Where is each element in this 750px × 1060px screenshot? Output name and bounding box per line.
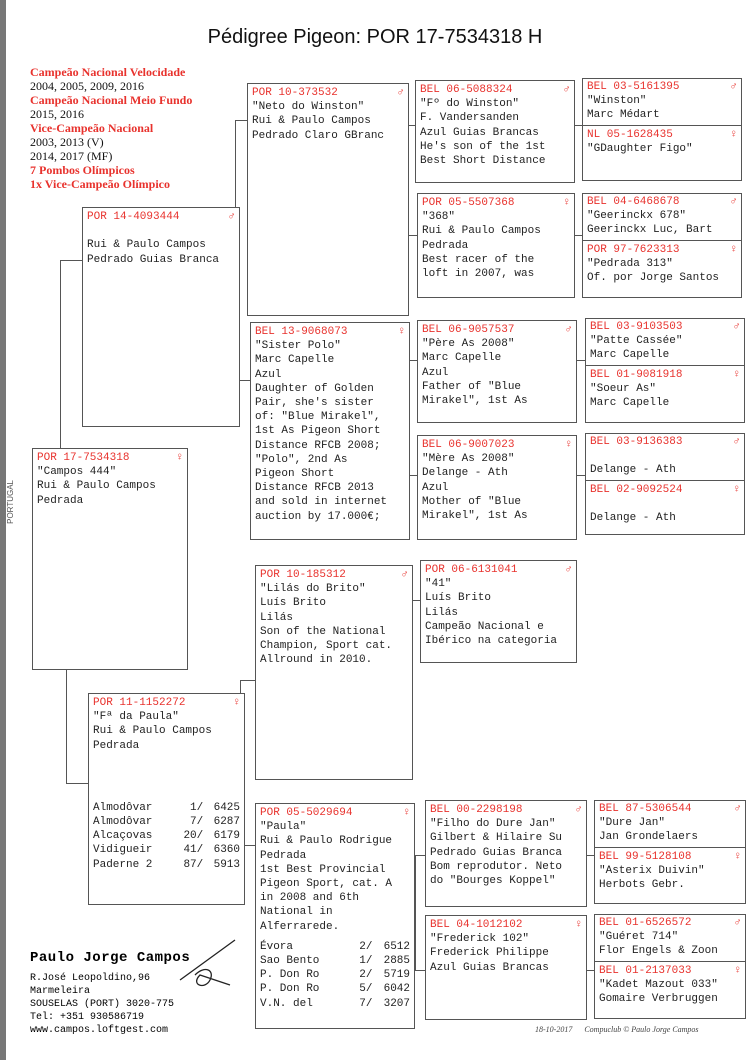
race-count: 6042 <box>383 983 410 996</box>
pair-divider <box>583 125 741 126</box>
dd-dam-card <box>425 915 587 1020</box>
sex-symbol: ♀ <box>730 243 737 256</box>
gg-pigeon <box>590 320 740 363</box>
gg-pigeon <box>590 368 740 411</box>
ss-dam-card <box>417 193 575 298</box>
ring-number: POR 05-5507368 <box>422 197 515 209</box>
pigeon-info-line: Rui & Paulo Campos <box>422 225 541 238</box>
achievement-line: 2004, 2005, 2009, 2016 <box>30 79 144 93</box>
pigeon-info-line: Marc Capelle <box>590 397 670 410</box>
ring-row <box>590 368 740 382</box>
pigeon-info-line: Luís Brito <box>260 597 327 610</box>
race-count: 5913 <box>213 858 240 871</box>
ring-number: BEL 06-9007023 <box>422 439 515 451</box>
sex-symbol: ♂ <box>565 324 572 336</box>
pigeon-info-line: Azul Guias Brancas <box>430 961 549 974</box>
gg-pair-card-3 <box>585 318 745 423</box>
race-place: 5/ <box>359 983 373 996</box>
pigeon-info-line: Distance RFCB 2013 <box>255 482 374 495</box>
pair-divider <box>586 480 744 481</box>
ring-row <box>590 435 740 449</box>
pigeon-info-line: Pigeon Short <box>255 468 335 481</box>
sex-symbol: ♂ <box>734 917 741 929</box>
pigeon-info-line: Azul <box>422 366 449 379</box>
gg-pigeon <box>599 916 741 959</box>
pigeon-info-line: Luís Brito <box>425 592 492 605</box>
pigeon-info-line: Best Short Distance <box>420 155 546 168</box>
pigeon-info-line: "Lilás do Brito" <box>260 583 366 596</box>
ring-row <box>420 83 570 97</box>
pigeon-info-line: "Pedrada 313" <box>587 257 673 270</box>
ring-number: POR 06-6131041 <box>425 564 518 576</box>
gg-pair-card-4 <box>585 433 745 535</box>
pigeon-info-line: "Sister Polo" <box>255 340 341 353</box>
ring-row <box>587 80 737 94</box>
pigeon-info-line: "Campos 444" <box>37 466 117 479</box>
pigeon-info-line: Lilás <box>260 611 294 624</box>
result-row <box>260 982 410 996</box>
ring-number: BEL 01-6526572 <box>599 917 692 929</box>
pigeon-info-line: Best racer of the <box>422 253 535 266</box>
owner-name: Paulo Jorge Campos <box>30 950 191 966</box>
pigeon-info-line: Delange - Ath <box>590 512 676 525</box>
achievement-line: Campeão Nacional Velocidade <box>30 65 186 79</box>
sd-sire-card <box>417 320 577 423</box>
result-row <box>93 801 240 815</box>
pigeon-info-line: Rui & Paulo Campos <box>252 115 371 128</box>
owner-address-line: SOUSELAS (PORT) 3020-775 <box>30 999 175 1010</box>
pigeon-info-line: "Geerinckx 678" <box>587 210 687 223</box>
achievement-line: 2015, 2016 <box>30 107 84 121</box>
ring-row <box>422 438 572 452</box>
pigeon-info-line: Son of the National <box>260 625 386 638</box>
sex-symbol: ♀ <box>734 850 741 863</box>
gg-pigeon <box>587 80 737 123</box>
result-row <box>260 940 410 954</box>
sd-dam-card <box>417 435 577 540</box>
ring-row <box>430 803 582 817</box>
result-row <box>260 997 410 1011</box>
pigeon-info-line: Ibérico na categoria <box>425 635 558 648</box>
pigeon-info-line: "Kadet Mazout 033" <box>599 978 718 991</box>
pigeon-info-line: Delange - Ath <box>422 467 508 480</box>
ring-row <box>260 568 408 582</box>
ring-row <box>599 802 741 816</box>
result-row <box>260 968 410 982</box>
pigeon-info-line: "Neto do Winston" <box>252 101 365 114</box>
dam-card <box>88 693 245 905</box>
race-place: 1/ <box>359 955 373 968</box>
pigeon-info-line: "Patte Cassée" <box>590 335 683 348</box>
gg-pigeon <box>599 850 741 893</box>
ring-row <box>599 964 741 978</box>
pigeon-info-line: loft in 2007, was <box>422 268 535 281</box>
ring-row <box>255 325 405 339</box>
pigeon-info-line: Pedrado Claro GBranc <box>252 129 385 142</box>
ring-number: POR 97-7623313 <box>587 243 680 256</box>
dam-dam-card <box>255 803 415 1029</box>
pigeon-info-line: Pair, she's sister <box>255 397 374 410</box>
pigeon-info-line: National in <box>260 906 333 919</box>
race-name: Paderne 2 <box>93 858 153 871</box>
pigeon-info-line <box>590 449 740 463</box>
footer-credit: Compuclub © Paulo Jorge Campos <box>584 1025 699 1034</box>
race-count: 3207 <box>383 997 410 1010</box>
achievement-line: Campeão Nacional Meio Fundo <box>30 93 193 107</box>
race-name: P. Don Ro <box>260 969 320 982</box>
pigeon-info-line: Pedrada <box>37 494 84 507</box>
pigeon-info-line: Rui & Paulo Campos <box>93 725 212 738</box>
pigeon-info-line: Allround in 2010. <box>260 654 373 667</box>
gg-pigeon <box>587 128 737 156</box>
ring-number: POR 14-4093444 <box>87 211 180 223</box>
pigeon-info-line: do "Bourges Koppel" <box>430 875 556 888</box>
owner-address-line: www.campos.loftgest.com <box>30 1025 169 1036</box>
pigeon-info-line: "Guéret 714" <box>599 931 679 944</box>
ring-number: BEL 06-9057537 <box>422 324 515 336</box>
pigeon-info-line: Marc Capelle <box>422 352 502 365</box>
pigeon-info-line: Marc Capelle <box>590 349 670 362</box>
pigeon-info-line: "Paula" <box>260 821 307 834</box>
ring-number: BEL 04-6468678 <box>587 196 680 208</box>
race-count: 5719 <box>383 969 410 982</box>
pigeon-info-line: He's son of the 1st <box>420 140 546 153</box>
sex-symbol: ♀ <box>565 439 572 451</box>
sex-symbol: ♂ <box>401 569 408 581</box>
pigeon-info-line: "Asterix Duivin" <box>599 864 705 877</box>
pigeon-info-line: Pedrada <box>422 239 469 252</box>
scan-edge <box>0 0 6 1060</box>
pigeon-info-line: "368" <box>422 211 456 224</box>
pigeon-info-line: 1st Best Provincial <box>260 863 386 876</box>
ring-number: BEL 13-9068073 <box>255 326 348 338</box>
sex-symbol: ♀ <box>733 368 740 381</box>
race-place: 41/ <box>183 844 204 857</box>
race-place: 20/ <box>183 830 204 843</box>
pigeon-info-line: Pedrado Guias Branca <box>87 253 220 266</box>
sex-symbol: ♂ <box>733 436 740 448</box>
pigeon-info-line: Of. por Jorge Santos <box>587 272 720 285</box>
sex-symbol: ♂ <box>730 81 737 93</box>
ring-row <box>260 806 410 820</box>
pigeon-info-line: "Mère As 2008" <box>422 453 515 466</box>
race-place: 87/ <box>183 858 204 871</box>
side-mark: PORTUGAL <box>6 480 15 524</box>
ring-row <box>590 483 740 497</box>
sire-card <box>82 207 240 427</box>
ring-row <box>425 563 572 577</box>
pigeon-info-line: Bom reprodutor. Neto <box>430 860 563 873</box>
pigeon-info-line: Rui & Paulo Campos <box>87 239 206 252</box>
pigeon-info-line: Azul Guias Brancas <box>420 126 539 139</box>
sex-symbol: ♀ <box>733 483 740 496</box>
pigeon-info-line: "Winston" <box>587 95 647 108</box>
ring-number: POR 10-185312 <box>260 569 346 581</box>
sex-symbol: ♂ <box>397 87 404 99</box>
footer <box>535 1025 699 1034</box>
pigeon-info-line: "Dure Jan" <box>599 817 666 830</box>
pigeon-info-line: Azul <box>255 368 282 381</box>
sex-symbol: ♂ <box>730 196 737 208</box>
race-name: Almodôvar <box>93 801 153 814</box>
pair-divider <box>586 365 744 366</box>
ring-number: BEL 03-9103503 <box>590 321 683 333</box>
pigeon-subject-card <box>32 448 188 670</box>
gg-pair-card-2 <box>582 193 742 298</box>
ring-row <box>422 323 572 337</box>
gg-pair-card-1 <box>582 78 742 181</box>
pigeon-info-line: Daughter of Golden <box>255 382 374 395</box>
pigeon-info-line: Frederick Philippe <box>430 947 549 960</box>
ring-row <box>93 696 240 710</box>
ring-number: BEL 02-9092524 <box>590 483 683 496</box>
race-count: 6360 <box>213 844 240 857</box>
ring-row <box>590 320 740 334</box>
pigeon-info-line: Flor Engels & Zoon <box>599 945 718 958</box>
race-name: Évora <box>260 940 294 953</box>
ring-row <box>587 128 737 142</box>
gg-pigeon <box>599 964 741 1007</box>
pigeon-info-line: of: "Blue Mirakel", <box>255 411 381 424</box>
race-count: 6512 <box>383 940 410 953</box>
sex-symbol: ♂ <box>563 84 570 96</box>
footer-date: 18-10-2017 <box>535 1025 573 1034</box>
race-place: 2/ <box>359 940 373 953</box>
owner-address-line: Tel: +351 930586719 <box>30 1012 145 1023</box>
pigeon-info-line: Geerinckx Luc, Bart <box>587 224 713 237</box>
signature-mark <box>175 935 245 995</box>
gg-pigeon <box>599 802 741 845</box>
achievements-list <box>30 65 260 191</box>
race-count: 6287 <box>213 816 240 829</box>
race-count: 2885 <box>383 955 410 968</box>
sex-symbol: ♀ <box>176 452 183 464</box>
pigeon-info-line: Pedrada <box>260 849 307 862</box>
ring-row <box>599 850 741 864</box>
pigeon-info-line: "Fª da Paula" <box>93 711 179 724</box>
pigeon-info-line: Alferrarede. <box>260 920 340 933</box>
sire-sire-card <box>247 83 409 316</box>
race-name: Alcaçovas <box>93 830 153 843</box>
achievement-line: 2014, 2017 (MF) <box>30 149 113 163</box>
pigeon-info-line: Azul <box>422 481 449 494</box>
gg-pigeon <box>587 243 737 286</box>
owner-address-line: Marmeleira <box>30 986 91 997</box>
gg-pigeon <box>590 483 740 526</box>
ring-number: POR 11-1152272 <box>93 697 186 709</box>
pigeon-info-line: Delange - Ath <box>590 464 676 477</box>
race-name: Vidigueir <box>93 844 153 857</box>
ring-number: BEL 99-5128108 <box>599 850 692 863</box>
race-place: 1/ <box>190 801 204 814</box>
sex-symbol: ♀ <box>730 128 737 141</box>
pigeon-info-line: Gilbert & Hilaire Su <box>430 832 563 845</box>
pigeon-info-line: Mirakel", 1st As <box>422 395 528 408</box>
pigeon-info-line: Herbots Gebr. <box>599 879 685 892</box>
ring-row <box>587 195 737 209</box>
pigeon-info-line: Pedrada <box>93 739 140 752</box>
pigeon-info-line: "Père As 2008" <box>422 338 515 351</box>
pigeon-info-line: Mother of "Blue <box>422 495 522 508</box>
pigeon-info-line: 1st As Pigeon Short <box>255 425 381 438</box>
ring-number: BEL 01-2137033 <box>599 964 692 977</box>
sire-dam-card <box>250 322 410 540</box>
pair-divider <box>583 240 741 241</box>
ring-row <box>37 451 183 465</box>
pigeon-info-line: Jan Grondelaers <box>599 831 699 844</box>
race-name: Sao Bento <box>260 955 320 968</box>
dam-sire-card <box>255 565 413 780</box>
result-row <box>93 829 240 843</box>
sex-symbol: ♂ <box>575 804 582 816</box>
ring-number: BEL 06-5088324 <box>420 84 513 96</box>
pigeon-info-line: Rui & Paulo Campos <box>37 480 156 493</box>
gg-pigeon <box>590 435 740 478</box>
result-row <box>93 815 240 829</box>
sex-symbol: ♀ <box>734 964 741 977</box>
result-row <box>93 858 240 872</box>
sex-symbol: ♀ <box>233 697 240 709</box>
page-title: Pédigree Pigeon: POR 17-7534318 H <box>207 26 543 48</box>
ring-number: NL 05-1628435 <box>587 128 673 141</box>
ring-number: BEL 00-2298198 <box>430 804 523 816</box>
race-count: 6425 <box>213 801 240 814</box>
ring-row <box>430 918 582 932</box>
ring-number: BEL 03-5161395 <box>587 81 680 93</box>
pigeon-info-line: "GDaughter Figo" <box>587 142 693 155</box>
pigeon-info-line: and sold in internet <box>255 496 388 509</box>
pigeon-info-line: Marc Capelle <box>255 354 335 367</box>
achievement-line: 7 Pombos Olímpicos <box>30 163 135 177</box>
ring-row <box>422 196 570 210</box>
race-place: 7/ <box>359 997 373 1010</box>
sex-symbol: ♂ <box>228 211 235 223</box>
pigeon-info-line: "Polo", 2nd As <box>255 453 348 466</box>
gg-pigeon <box>587 195 737 238</box>
race-place: 2/ <box>359 969 373 982</box>
pigeon-info-line: Marc Médart <box>587 109 660 122</box>
pigeon-info-line: Gomaire Verbruggen <box>599 993 718 1006</box>
ring-row <box>587 243 737 257</box>
ss-sire-card <box>415 80 575 183</box>
sex-symbol: ♂ <box>733 321 740 333</box>
race-name: Almodôvar <box>93 816 153 829</box>
pigeon-info-line: "Filho do Dure Jan" <box>430 818 556 831</box>
pigeon-info-line: F. Vandersanden <box>420 112 520 125</box>
pigeon-info-line: Pigeon Sport, cat. A <box>260 878 393 891</box>
pair-divider <box>595 847 745 848</box>
achievement-line: 1x Vice-Campeão Olímpico <box>30 177 170 191</box>
pigeon-info-line: Father of "Blue <box>422 380 522 393</box>
ring-number: BEL 03-9136383 <box>590 436 683 448</box>
ring-number: POR 05-5029694 <box>260 807 353 819</box>
sex-symbol: ♀ <box>403 807 410 819</box>
ds-sire-card <box>420 560 577 663</box>
pigeon-info-line: auction by 17.000€; <box>255 510 381 523</box>
race-name: V.N. del <box>260 997 313 1010</box>
result-row <box>260 954 410 968</box>
pigeon-info-line: Champion, Sport cat. <box>260 640 393 653</box>
ring-number: BEL 04-1012102 <box>430 919 523 931</box>
pigeon-info-line: "Frederick 102" <box>430 933 530 946</box>
sex-symbol: ♀ <box>563 197 570 209</box>
pair-divider <box>595 961 745 962</box>
ring-row <box>599 916 741 930</box>
pigeon-info-line: Pedrado Guias Branca <box>430 846 563 859</box>
sex-symbol: ♀ <box>398 326 405 338</box>
ring-number: BEL 01-9081918 <box>590 368 683 381</box>
result-row <box>93 843 240 857</box>
race-name: P. Don Ro <box>260 983 320 996</box>
pigeon-info-line: Rui & Paulo Rodrigue <box>260 835 393 848</box>
pigeon-info-line <box>87 224 235 238</box>
ring-number: BEL 87-5306544 <box>599 803 692 815</box>
dd-sire-card <box>425 800 587 907</box>
pigeon-info-line: "Fº do Winston" <box>420 98 520 111</box>
pigeon-info-line: Lilás <box>425 606 459 619</box>
pigeon-info-line: "Soeur As" <box>590 382 657 395</box>
gg-pair-card-6 <box>594 914 746 1019</box>
gg-pair-card-5 <box>594 800 746 904</box>
sex-symbol: ♀ <box>575 919 582 931</box>
pigeon-info-line: Campeão Nacional e <box>425 620 544 633</box>
race-count: 6179 <box>213 830 240 843</box>
achievement-line: 2003, 2013 (V) <box>30 135 104 149</box>
ring-row <box>87 210 235 224</box>
sex-symbol: ♂ <box>734 803 741 815</box>
pigeon-info-line <box>590 497 740 511</box>
achievement-line: Vice-Campeão Nacional <box>30 121 154 135</box>
pigeon-info-line: Distance RFCB 2008; <box>255 439 381 452</box>
pigeon-info-line: Mirakel", 1st As <box>422 510 528 523</box>
owner-address-line: R.José Leopoldino,96 <box>30 973 151 984</box>
ring-number: POR 10-373532 <box>252 87 338 99</box>
race-place: 7/ <box>190 816 204 829</box>
ring-number: POR 17-7534318 <box>37 452 130 464</box>
pigeon-info-line: "41" <box>425 578 452 591</box>
sex-symbol: ♂ <box>565 564 572 576</box>
pigeon-info-line: in 2008 and 6th <box>260 892 360 905</box>
ring-row <box>252 86 404 100</box>
